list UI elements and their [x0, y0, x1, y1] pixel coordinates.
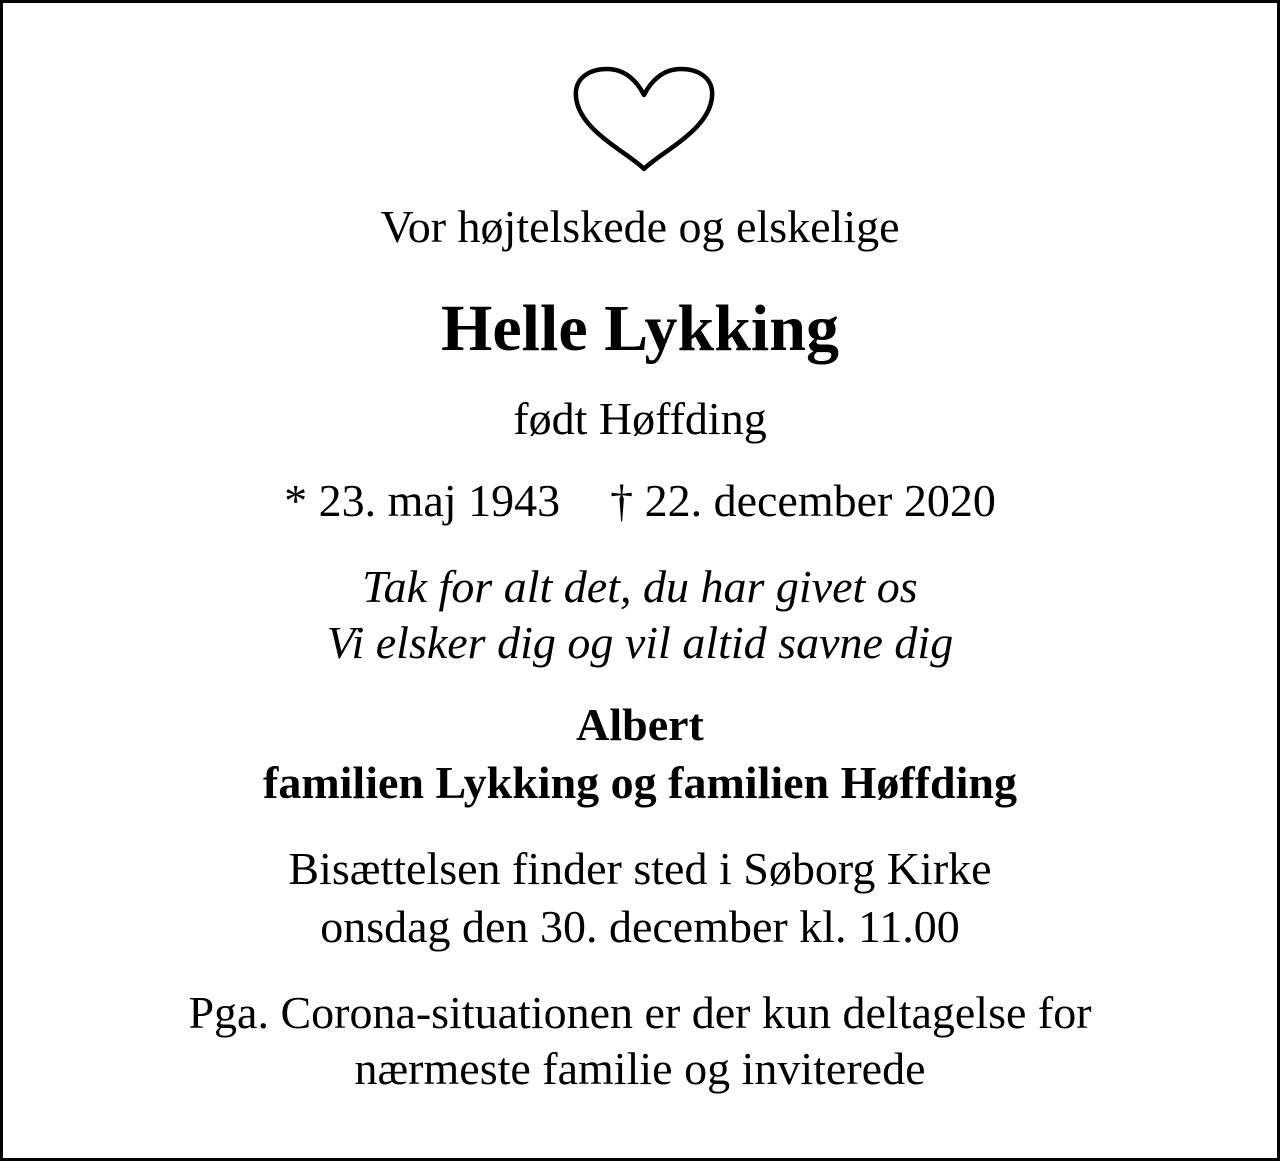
- intro-text: Vor højtelskede og elskelige: [380, 201, 900, 252]
- verse-line: Tak for alt det, du har givet os: [362, 561, 918, 612]
- heart-icon: [571, 65, 717, 175]
- mourner-line: Albert: [576, 699, 704, 750]
- deceased-name: Helle Lykking: [441, 292, 839, 365]
- corona-note-line: Pga. Corona-situationen er der kun deltagelse for: [188, 987, 1092, 1038]
- birth-date: * 23. maj 1943: [284, 475, 561, 526]
- death-date: † 22. december 2020: [610, 475, 996, 526]
- mourner-line: familien Lykking og familien Høffding: [263, 757, 1017, 808]
- maiden-name: født Høffding: [513, 393, 767, 444]
- life-dates: [3, 473, 1277, 529]
- corona-note-line: nærmeste familie og inviterede: [354, 1043, 926, 1094]
- service-line: onsdag den 30. december kl. 11.00: [320, 901, 960, 952]
- service-line: Bisættelsen finder sted i Søborg Kirke: [288, 843, 992, 894]
- verse-line: Vi elsker dig og vil altid savne dig: [326, 617, 954, 668]
